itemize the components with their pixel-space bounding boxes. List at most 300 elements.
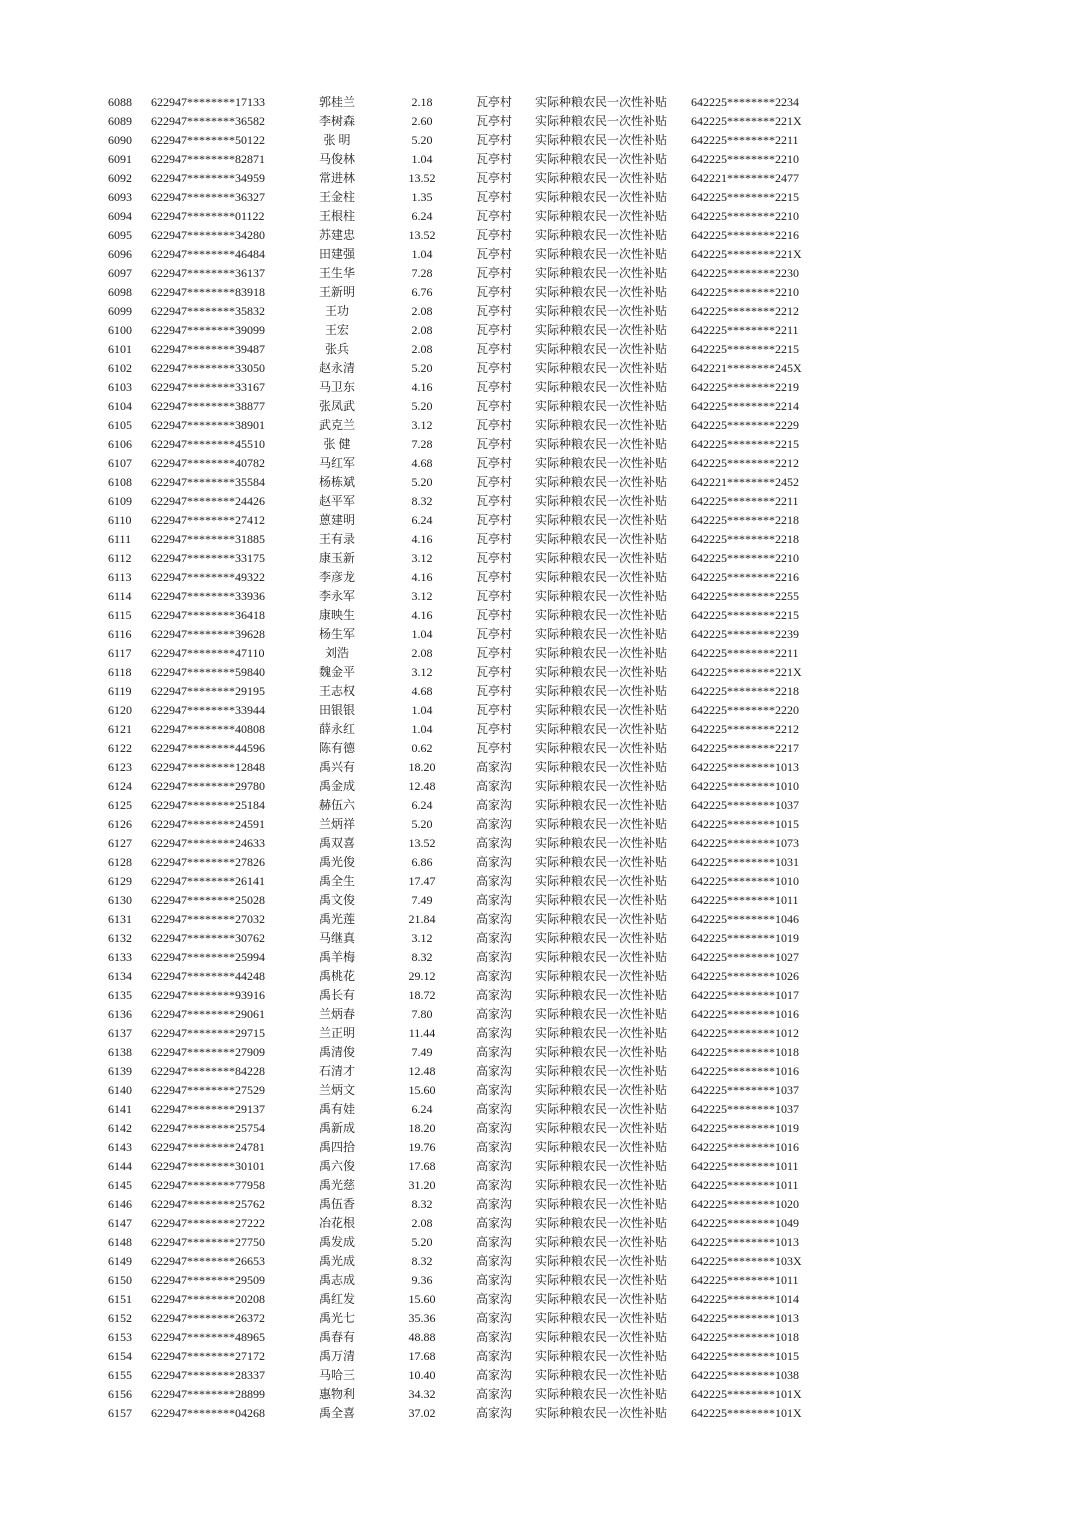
subsidy-type: 实际种粮农民一次性补贴 (535, 285, 668, 299)
subsidy-type: 实际种粮农民一次性补贴 (535, 627, 668, 641)
subsidy-type: 实际种粮农民一次性补贴 (535, 95, 668, 109)
id-number: 642225********1013 (691, 1311, 799, 1325)
village: 高家沟 (476, 1406, 513, 1420)
id-number: 642225********221X (691, 665, 802, 679)
subsidy-amount: 4.16 (411, 380, 433, 394)
farmer-name: 杨栋斌 (318, 475, 355, 489)
table-row (0, 910, 1074, 929)
bank-card-number: 622947********27222 (151, 1216, 265, 1230)
table-row (0, 568, 1074, 587)
subsidy-type: 实际种粮农民一次性补贴 (535, 323, 668, 337)
row-number: 6125 (108, 798, 132, 812)
row-number: 6115 (108, 608, 132, 622)
row-number: 6154 (108, 1349, 132, 1363)
village: 高家沟 (476, 1254, 513, 1268)
row-number: 6122 (108, 741, 132, 755)
bank-card-number: 622947********47110 (151, 646, 265, 660)
bank-card-number: 622947********34280 (151, 228, 265, 242)
row-number: 6102 (108, 361, 132, 375)
subsidy-type: 实际种粮农民一次性补贴 (535, 570, 668, 584)
farmer-name: 刘浩 (324, 646, 349, 660)
table-row (0, 188, 1074, 207)
table-row (0, 492, 1074, 511)
id-number: 642225********2234 (691, 95, 799, 109)
subsidy-amount: 7.28 (411, 266, 433, 280)
village: 瓦亭村 (476, 380, 513, 394)
id-number: 642221********2477 (691, 171, 799, 185)
subsidy-type: 实际种粮农民一次性补贴 (535, 1216, 668, 1230)
row-number: 6091 (108, 152, 132, 166)
farmer-name: 王根柱 (318, 209, 355, 223)
row-number: 6100 (108, 323, 132, 337)
farmer-name: 禹光成 (318, 1254, 355, 1268)
bank-card-number: 622947********29509 (151, 1273, 265, 1287)
subsidy-amount: 12.48 (408, 779, 436, 793)
subsidy-type: 实际种粮农民一次性补贴 (535, 1273, 668, 1287)
id-number: 642225********2210 (691, 152, 799, 166)
row-number: 6093 (108, 190, 132, 204)
subsidy-amount: 2.08 (411, 342, 433, 356)
farmer-name: 田建强 (318, 247, 355, 261)
row-number: 6116 (108, 627, 132, 641)
village: 高家沟 (476, 950, 513, 964)
table-row (0, 1271, 1074, 1290)
village: 高家沟 (476, 912, 513, 926)
bank-card-number: 622947********17133 (151, 95, 265, 109)
id-number: 642225********2218 (691, 684, 799, 698)
row-number: 6096 (108, 247, 132, 261)
id-number: 642225********2211 (691, 494, 799, 508)
id-number: 642225********1016 (691, 1007, 799, 1021)
table-row (0, 511, 1074, 530)
bank-card-number: 622947********24633 (151, 836, 265, 850)
farmer-name: 武克兰 (318, 418, 355, 432)
row-number: 6111 (108, 532, 132, 546)
subsidy-type: 实际种粮农民一次性补贴 (535, 1026, 668, 1040)
farmer-name: 蒽建明 (318, 513, 355, 527)
bank-card-number: 622947********29715 (151, 1026, 265, 1040)
subsidy-amount: 35.36 (408, 1311, 436, 1325)
row-number: 6095 (108, 228, 132, 242)
subsidy-type: 实际种粮农民一次性补贴 (535, 114, 668, 128)
subsidy-amount: 5.20 (411, 817, 433, 831)
subsidy-amount: 13.52 (408, 836, 436, 850)
subsidy-amount: 18.72 (408, 988, 436, 1002)
village: 高家沟 (476, 798, 513, 812)
subsidy-amount: 4.68 (411, 456, 433, 470)
subsidy-type: 实际种粮农民一次性补贴 (535, 1159, 668, 1173)
farmer-name: 禹红发 (318, 1292, 355, 1306)
table-row (0, 169, 1074, 188)
farmer-name: 张凤武 (318, 399, 355, 413)
subsidy-type: 实际种粮农民一次性补贴 (535, 494, 668, 508)
village: 瓦亭村 (476, 152, 513, 166)
bank-card-number: 622947********27826 (151, 855, 265, 869)
bank-card-number: 622947********40808 (151, 722, 265, 736)
table-row (0, 1233, 1074, 1252)
bank-card-number: 622947********44596 (151, 741, 265, 755)
id-number: 642225********1015 (691, 1349, 799, 1363)
farmer-name: 张兵 (324, 342, 349, 356)
table-row (0, 1252, 1074, 1271)
subsidy-type: 实际种粮农民一次性补贴 (535, 133, 668, 147)
village: 高家沟 (476, 1197, 513, 1211)
table-row (0, 853, 1074, 872)
farmer-name: 杨生军 (318, 627, 355, 641)
farmer-name: 王生华 (318, 266, 355, 280)
table-row (0, 682, 1074, 701)
subsidy-type: 实际种粮农民一次性补贴 (535, 1349, 668, 1363)
id-number: 642225********1020 (691, 1197, 799, 1211)
subsidy-amount: 17.68 (408, 1349, 436, 1363)
subsidy-amount: 3.12 (411, 665, 433, 679)
bank-card-number: 622947********24591 (151, 817, 265, 831)
subsidy-type: 实际种粮农民一次性补贴 (535, 1102, 668, 1116)
bank-card-number: 622947********27172 (151, 1349, 265, 1363)
subsidy-type: 实际种粮农民一次性补贴 (535, 1292, 668, 1306)
bank-card-number: 622947********39628 (151, 627, 265, 641)
row-number: 6098 (108, 285, 132, 299)
bank-card-number: 622947********26141 (151, 874, 265, 888)
id-number: 642225********2215 (691, 437, 799, 451)
row-number: 6094 (108, 209, 132, 223)
id-number: 642225********1011 (691, 893, 799, 907)
id-number: 642225********103X (691, 1254, 802, 1268)
bank-card-number: 622947********27909 (151, 1045, 265, 1059)
bank-card-number: 622947********29195 (151, 684, 265, 698)
table-row (0, 815, 1074, 834)
table-row (0, 1385, 1074, 1404)
subsidy-type: 实际种粮农民一次性补贴 (535, 703, 668, 717)
table-row (0, 701, 1074, 720)
farmer-name: 王志权 (318, 684, 355, 698)
subsidy-amount: 7.49 (411, 893, 433, 907)
bank-card-number: 622947********27529 (151, 1083, 265, 1097)
subsidy-amount: 1.35 (411, 190, 433, 204)
row-number: 6114 (108, 589, 132, 603)
table-row (0, 758, 1074, 777)
subsidy-amount: 37.02 (408, 1406, 436, 1420)
bank-card-number: 622947********30762 (151, 931, 265, 945)
row-number: 6138 (108, 1045, 132, 1059)
subsidy-amount: 6.24 (411, 209, 433, 223)
village: 瓦亭村 (476, 209, 513, 223)
farmer-name: 禹春有 (318, 1330, 355, 1344)
row-number: 6103 (108, 380, 132, 394)
id-number: 642225********221X (691, 114, 802, 128)
table-row (0, 435, 1074, 454)
farmer-name: 禹全生 (318, 874, 355, 888)
subsidy-type: 实际种粮农民一次性补贴 (535, 1178, 668, 1192)
bank-card-number: 622947********45510 (151, 437, 265, 451)
subsidy-type: 实际种粮农民一次性补贴 (535, 190, 668, 204)
table-row (0, 1081, 1074, 1100)
village: 高家沟 (476, 893, 513, 907)
farmer-name: 康映生 (318, 608, 355, 622)
subsidy-type: 实际种粮农民一次性补贴 (535, 1064, 668, 1078)
subsidy-amount: 8.32 (411, 1197, 433, 1211)
subsidy-amount: 13.52 (408, 171, 436, 185)
table-row (0, 359, 1074, 378)
id-number: 642225********1049 (691, 1216, 799, 1230)
row-number: 6118 (108, 665, 132, 679)
farmer-name: 禹金成 (318, 779, 355, 793)
village: 瓦亭村 (476, 570, 513, 584)
village: 高家沟 (476, 1349, 513, 1363)
table-row (0, 739, 1074, 758)
subsidy-amount: 10.40 (408, 1368, 436, 1382)
subsidy-amount: 15.60 (408, 1292, 436, 1306)
subsidy-amount: 1.04 (411, 152, 433, 166)
table-row (0, 1404, 1074, 1423)
bank-card-number: 622947********82871 (151, 152, 265, 166)
farmer-name: 马继真 (318, 931, 355, 945)
village: 瓦亭村 (476, 437, 513, 451)
row-number: 6128 (108, 855, 132, 869)
bank-card-number: 622947********26372 (151, 1311, 265, 1325)
village: 高家沟 (476, 1273, 513, 1287)
bank-card-number: 622947********25754 (151, 1121, 265, 1135)
farmer-name: 禹光俊 (318, 855, 355, 869)
row-number: 6124 (108, 779, 132, 793)
bank-card-number: 622947********01122 (151, 209, 265, 223)
subsidy-type: 实际种粮农民一次性补贴 (535, 589, 668, 603)
farmer-name: 张 明 (323, 133, 351, 147)
bank-card-number: 622947********31885 (151, 532, 265, 546)
id-number: 642225********1017 (691, 988, 799, 1002)
subsidy-type: 实际种粮农民一次性补贴 (535, 1368, 668, 1382)
subsidy-type: 实际种粮农民一次性补贴 (535, 931, 668, 945)
village: 瓦亭村 (476, 190, 513, 204)
farmer-name: 兰炳春 (318, 1007, 355, 1021)
bank-card-number: 622947********29137 (151, 1102, 265, 1116)
bank-card-number: 622947********24426 (151, 494, 265, 508)
table-row (0, 473, 1074, 492)
village: 瓦亭村 (476, 722, 513, 736)
subsidy-amount: 6.24 (411, 798, 433, 812)
farmer-name: 赵平军 (318, 494, 355, 508)
table-row (0, 967, 1074, 986)
bank-card-number: 622947********25994 (151, 950, 265, 964)
village: 瓦亭村 (476, 304, 513, 318)
table-row (0, 378, 1074, 397)
subsidy-amount: 7.49 (411, 1045, 433, 1059)
id-number: 642225********1014 (691, 1292, 799, 1306)
subsidy-amount: 2.08 (411, 646, 433, 660)
village: 高家沟 (476, 836, 513, 850)
id-number: 642225********2210 (691, 551, 799, 565)
bank-card-number: 622947********48965 (151, 1330, 265, 1344)
subsidy-type: 实际种粮农民一次性补贴 (535, 513, 668, 527)
id-number: 642225********101X (691, 1387, 802, 1401)
village: 高家沟 (476, 1064, 513, 1078)
row-number: 6157 (108, 1406, 132, 1420)
table-row (0, 1062, 1074, 1081)
village: 高家沟 (476, 874, 513, 888)
table-row (0, 625, 1074, 644)
table-row (0, 1366, 1074, 1385)
id-number: 642225********2211 (691, 646, 799, 660)
row-number: 6144 (108, 1159, 132, 1173)
subsidy-amount: 5.20 (411, 475, 433, 489)
subsidy-type: 实际种粮农民一次性补贴 (535, 817, 668, 831)
bank-card-number: 622947********34959 (151, 171, 265, 185)
bank-card-number: 622947********93916 (151, 988, 265, 1002)
subsidy-type: 实际种粮农民一次性补贴 (535, 1406, 668, 1420)
subsidy-type: 实际种粮农民一次性补贴 (535, 1045, 668, 1059)
subsidy-type: 实际种粮农民一次性补贴 (535, 152, 668, 166)
id-number: 642225********2239 (691, 627, 799, 641)
farmer-name: 赵永清 (318, 361, 355, 375)
row-number: 6133 (108, 950, 132, 964)
id-number: 642221********2452 (691, 475, 799, 489)
village: 瓦亭村 (476, 456, 513, 470)
farmer-name: 王新明 (318, 285, 355, 299)
row-number: 6134 (108, 969, 132, 983)
village: 瓦亭村 (476, 171, 513, 185)
bank-card-number: 622947********29061 (151, 1007, 265, 1021)
subsidy-type: 实际种粮农民一次性补贴 (535, 247, 668, 261)
farmer-name: 马俊林 (318, 152, 355, 166)
id-number: 642225********1031 (691, 855, 799, 869)
table-row (0, 1328, 1074, 1347)
table-row (0, 796, 1074, 815)
village: 瓦亭村 (476, 703, 513, 717)
id-number: 642225********1013 (691, 760, 799, 774)
id-number: 642225********1015 (691, 817, 799, 831)
id-number: 642225********2216 (691, 570, 799, 584)
bank-card-number: 622947********29780 (151, 779, 265, 793)
id-number: 642225********221X (691, 247, 802, 261)
id-number: 642225********1013 (691, 1235, 799, 1249)
subsidy-type: 实际种粮农民一次性补贴 (535, 361, 668, 375)
table-row (0, 1005, 1074, 1024)
subsidy-type: 实际种粮农民一次性补贴 (535, 950, 668, 964)
farmer-name: 薛永红 (318, 722, 355, 736)
village: 高家沟 (476, 969, 513, 983)
village: 瓦亭村 (476, 494, 513, 508)
subsidy-type: 实际种粮农民一次性补贴 (535, 798, 668, 812)
subsidy-type: 实际种粮农民一次性补贴 (535, 1387, 668, 1401)
id-number: 642225********2210 (691, 209, 799, 223)
id-number: 642225********1018 (691, 1330, 799, 1344)
id-number: 642225********1010 (691, 779, 799, 793)
id-number: 642225********1016 (691, 1064, 799, 1078)
farmer-name: 禹兴有 (318, 760, 355, 774)
table-row (0, 644, 1074, 663)
farmer-name: 禹六俊 (318, 1159, 355, 1173)
row-number: 6104 (108, 399, 132, 413)
subsidy-type: 实际种粮农民一次性补贴 (535, 1235, 668, 1249)
bank-card-number: 622947********27032 (151, 912, 265, 926)
bank-card-number: 622947********33936 (151, 589, 265, 603)
subsidy-type: 实际种粮农民一次性补贴 (535, 171, 668, 185)
farmer-name: 赫伍六 (318, 798, 355, 812)
village: 高家沟 (476, 1026, 513, 1040)
subsidy-type: 实际种粮农民一次性补贴 (535, 399, 668, 413)
subsidy-amount: 2.08 (411, 304, 433, 318)
id-number: 642225********2212 (691, 722, 799, 736)
village: 瓦亭村 (476, 399, 513, 413)
farmer-name: 禹光七 (318, 1311, 355, 1325)
farmer-name: 禹长有 (318, 988, 355, 1002)
bank-card-number: 622947********25028 (151, 893, 265, 907)
table-row (0, 1043, 1074, 1062)
subsidy-type: 实际种粮农民一次性补贴 (535, 209, 668, 223)
village: 高家沟 (476, 1387, 513, 1401)
village: 高家沟 (476, 1311, 513, 1325)
farmer-name: 禹志成 (318, 1273, 355, 1287)
village: 高家沟 (476, 817, 513, 831)
table-row (0, 891, 1074, 910)
subsidy-amount: 48.88 (408, 1330, 436, 1344)
subsidy-amount: 5.20 (411, 1235, 433, 1249)
row-number: 6155 (108, 1368, 132, 1382)
village: 瓦亭村 (476, 95, 513, 109)
bank-card-number: 622947********38877 (151, 399, 265, 413)
bank-card-number: 622947********20208 (151, 1292, 265, 1306)
subsidy-amount: 4.16 (411, 532, 433, 546)
farmer-name: 王金柱 (318, 190, 355, 204)
id-number: 642225********1018 (691, 1045, 799, 1059)
subsidy-amount: 4.16 (411, 570, 433, 584)
bank-card-number: 622947********40782 (151, 456, 265, 470)
id-number: 642225********2219 (691, 380, 799, 394)
subsidy-type: 实际种粮农民一次性补贴 (535, 760, 668, 774)
table-row (0, 834, 1074, 853)
id-number: 642225********2215 (691, 342, 799, 356)
subsidy-amount: 17.68 (408, 1159, 436, 1173)
row-number: 6139 (108, 1064, 132, 1078)
row-number: 6089 (108, 114, 132, 128)
bank-card-number: 622947********38901 (151, 418, 265, 432)
id-number: 642225********1011 (691, 1273, 799, 1287)
table-row (0, 549, 1074, 568)
bank-card-number: 622947********24781 (151, 1140, 265, 1154)
subsidy-type: 实际种粮农民一次性补贴 (535, 1330, 668, 1344)
table-row (0, 986, 1074, 1005)
id-number: 642221********245X (691, 361, 802, 375)
table-row (0, 587, 1074, 606)
row-number: 6101 (108, 342, 132, 356)
id-number: 642225********2255 (691, 589, 799, 603)
row-number: 6149 (108, 1254, 132, 1268)
id-number: 642225********1027 (691, 950, 799, 964)
subsidy-type: 实际种粮农民一次性补贴 (535, 988, 668, 1002)
village: 瓦亭村 (476, 551, 513, 565)
subsidy-amount: 29.12 (408, 969, 436, 983)
village: 高家沟 (476, 931, 513, 945)
village: 高家沟 (476, 1159, 513, 1173)
farmer-name: 禹桃花 (318, 969, 355, 983)
row-number: 6099 (108, 304, 132, 318)
farmer-name: 王功 (324, 304, 349, 318)
village: 高家沟 (476, 1045, 513, 1059)
village: 瓦亭村 (476, 361, 513, 375)
row-number: 6120 (108, 703, 132, 717)
bank-card-number: 622947********36582 (151, 114, 265, 128)
bank-card-number: 622947********35584 (151, 475, 265, 489)
row-number: 6112 (108, 551, 132, 565)
village: 瓦亭村 (476, 627, 513, 641)
table-row (0, 283, 1074, 302)
id-number: 642225********2229 (691, 418, 799, 432)
village: 瓦亭村 (476, 665, 513, 679)
farmer-name: 李彦龙 (318, 570, 355, 584)
id-number: 642225********2217 (691, 741, 799, 755)
bank-card-number: 622947********33050 (151, 361, 265, 375)
village: 瓦亭村 (476, 228, 513, 242)
